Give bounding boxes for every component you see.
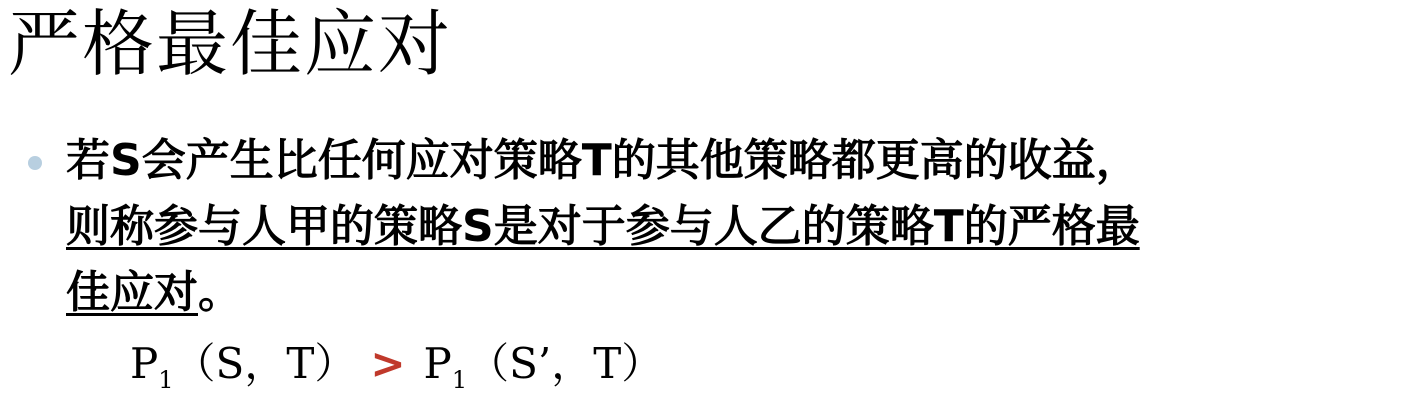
- left-payoff-symbol: P: [130, 339, 159, 388]
- bullet-line-3: [66, 260, 1396, 326]
- right-payoff-subscript: 1: [451, 366, 468, 394]
- greater-than-operator: >: [370, 339, 406, 388]
- bullet-line-2: 则称参与人甲的策略S是对于参与人乙的策略T的严格最: [66, 201, 1140, 252]
- bullet-line-3-underlined: 佳应对: [66, 267, 198, 318]
- left-payoff-subscript: 1: [158, 366, 174, 394]
- bullet-dot: [28, 156, 42, 170]
- bullet-line-3-tail: 。: [198, 267, 242, 318]
- slide-title: 严格最佳应对: [8, 2, 453, 86]
- right-payoff-args: （S’，T）: [467, 339, 664, 388]
- bullet-paragraph: [66, 128, 1396, 326]
- payoff-inequality: [130, 334, 663, 410]
- bullet-line-1: 若S会产生比任何应对策略T的其他策略都更高的收益，: [66, 135, 1140, 186]
- left-payoff-args: （S，T）: [173, 339, 357, 388]
- right-payoff-symbol: P: [423, 339, 452, 388]
